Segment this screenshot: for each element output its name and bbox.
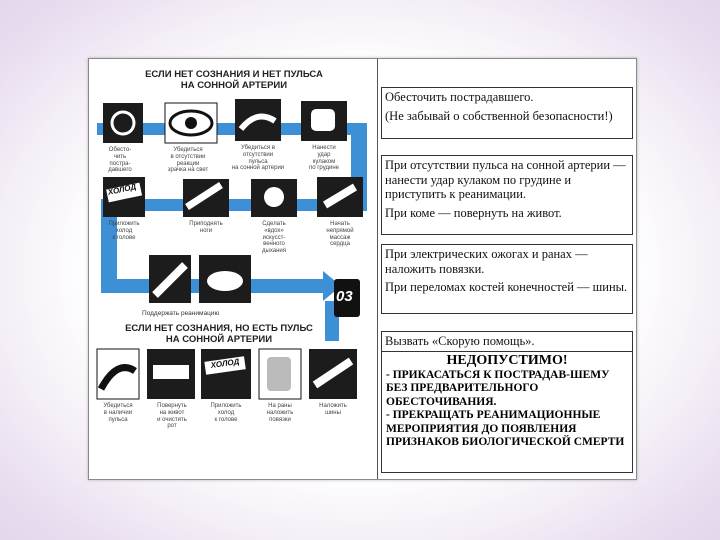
bandage-icon <box>267 357 291 391</box>
caption-pulse: Убедиться в отсутствии пульса на сонной артерии <box>231 145 285 172</box>
caption-legs: Приподнять ноги <box>189 221 223 234</box>
warning-item-1: - ПРИКАСАТЬСЯ К ПОСТРАДАВ-ШЕМУ БЕЗ ПРЕДВАРИТЕЛЬНОГО ОБЕСТОЧИВАНИЯ. <box>386 369 610 408</box>
instruction-box-1 <box>381 87 633 139</box>
support-note: Поддержать реанимацию <box>142 310 220 317</box>
caption-turn: Повернуть на живот и очистить рот <box>157 403 187 430</box>
caption-disconnect: Обесто- чить постра- давшего <box>108 147 132 174</box>
caption-fist: Нанести удар кулаком по грудине <box>308 145 339 172</box>
caption-bandage: На раны наложить повязки <box>266 403 294 423</box>
row3-tiles <box>149 255 251 303</box>
instruction-1b: (Не забывай о собственной безопасности!) <box>385 108 613 123</box>
instructions-column <box>378 59 636 479</box>
turn-body-icon <box>153 365 189 379</box>
instruction-4a: Вызвать «Скорую помощь». <box>385 334 535 348</box>
caption-cold-2: Приложить холод к голове <box>210 403 242 423</box>
caption-breath: Сделать «вдох» искусст- венного дыхания <box>262 221 286 255</box>
row1-tiles <box>103 99 347 143</box>
caption-check-pulse: Убедиться в наличии пульса <box>103 403 133 423</box>
instruction-3a: При электрических ожогах и ранах — наложить повязки. <box>385 247 588 276</box>
phone-03-icon <box>334 279 360 317</box>
warning-box <box>381 351 633 473</box>
instruction-box-2 <box>381 155 633 235</box>
slide-card <box>88 58 637 480</box>
cold-sign-label: ХОЛОД <box>107 182 137 197</box>
victim-icon <box>207 271 243 291</box>
poster-header-top: ЕСЛИ НЕТ СОЗНАНИЯ И НЕТ ПУЛЬСА НА СОННОЙ АРТЕРИИ <box>145 69 323 91</box>
caption-eye: Убедиться в отсутствии реакции зрачка на свет <box>167 147 209 174</box>
instruction-3b: При переломах костей конечностей — шины. <box>385 280 628 294</box>
warning-item-2: - ПРЕКРАЩАТЬ РЕАНИМАЦИОННЫЕ МЕРОПРИЯТИЯ ДО ПОЯВЛЕНИЯ ПРИЗНАКОВ БИОЛОГИЧЕСКОЙ СМЕРТИ <box>386 409 625 449</box>
phone-number: 03 <box>336 288 353 305</box>
instruction-box-3 <box>381 244 633 314</box>
first-aid-poster <box>89 59 376 479</box>
instruction-2a: При отсутствии пульса на сонной артерии — нанести удар кулаком по грудине и приступить к реанимации. <box>385 158 626 201</box>
warning-title: НЕДОПУСТИМО! <box>446 353 568 368</box>
pupil-icon <box>185 117 197 129</box>
fist-icon <box>311 109 335 131</box>
caption-massage: Начать непрямой массаж сердца <box>326 221 354 248</box>
instruction-box-4 <box>381 331 633 352</box>
poster-header-bottom: ЕСЛИ НЕТ СОЗНАНИЯ, НО ЕСТЬ ПУЛЬС НА СОННОЙ АРТЕРИИ <box>125 323 313 345</box>
instruction-2b: При коме — повернуть на живот. <box>385 205 562 220</box>
head-icon <box>264 187 284 207</box>
tile-check-pulse <box>97 349 139 399</box>
cold-sign-2-label: ХОЛОД <box>210 357 240 370</box>
row4-tiles <box>97 349 357 399</box>
tile-disconnect <box>103 103 143 143</box>
caption-splint: Наложить шины <box>319 403 347 416</box>
caption-cold: Приложить холод к голове <box>108 221 140 241</box>
instruction-1a: Обесточить пострадавшего. <box>385 90 534 104</box>
